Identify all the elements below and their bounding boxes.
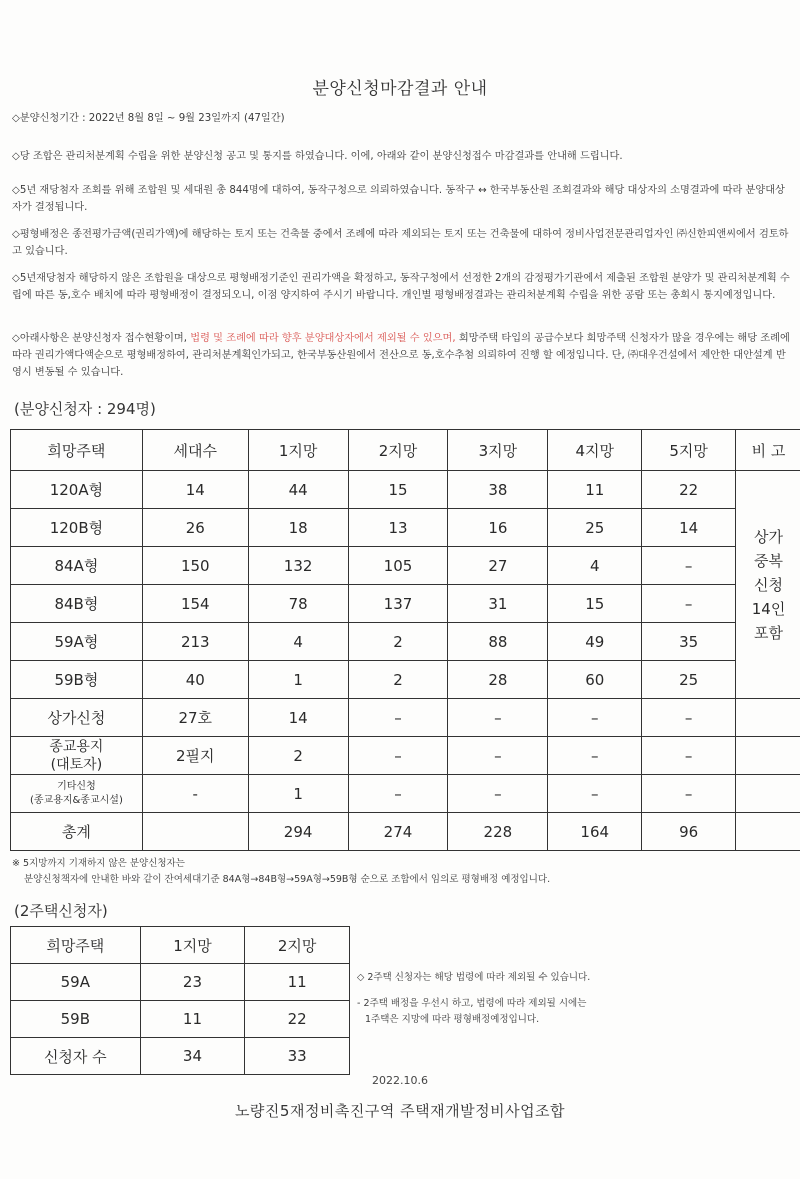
applications-table: [10, 429, 800, 851]
remarks-empty-cell: [736, 699, 800, 737]
footnote-line: 분양신청책자에 안내한 바와 같이 잔여세대기준 84A형→84B형→59A형→59B형 순으로 조합에서 임의로 평형배정 예정입니다.: [24, 874, 551, 885]
applicants-heading: (분양신청자 : 294명): [14, 400, 156, 418]
choice-cell: 27: [448, 547, 548, 585]
column-header: 3지망: [448, 430, 548, 471]
choice-cell: 88: [448, 623, 548, 661]
choice-cell: 16: [448, 509, 548, 547]
choice-cell: –: [548, 737, 642, 775]
table-header-row: [11, 430, 800, 471]
choice-cell: 31: [448, 585, 548, 623]
choice-cell: –: [548, 699, 642, 737]
organization-name: 노량진5재정비촉진구역 주택재개발정비사업조합: [234, 1102, 566, 1120]
housing-type-cell: [11, 737, 143, 775]
choice-cell: –: [642, 775, 736, 813]
table-row: [11, 585, 800, 623]
housing-type-cell: 84A형: [11, 547, 143, 585]
units-cell: 2필지: [142, 737, 248, 775]
units-cell: [142, 813, 248, 851]
choice-cell: 44: [248, 471, 348, 509]
choice-cell: 2: [248, 737, 348, 775]
column-header: 희망주택: [11, 927, 141, 964]
table-row: [11, 509, 800, 547]
housing-type-cell: 59B: [11, 1001, 141, 1038]
choice-cell: –: [448, 737, 548, 775]
choice-cell: 137: [348, 585, 448, 623]
two-house-note: ◇ 2주택 신청자는 해당 법령에 따라 제외될 수 있습니다.: [357, 972, 591, 983]
choice-cell: 13: [348, 509, 448, 547]
remarks-empty-cell: [736, 775, 800, 813]
choice-cell: 35: [642, 623, 736, 661]
notice-date: 2022.10.6: [372, 1074, 428, 1087]
choice-cell: 18: [248, 509, 348, 547]
housing-type-cell: 120A형: [11, 471, 143, 509]
choice-cell: 25: [548, 509, 642, 547]
remarks-cell: [736, 471, 800, 699]
table-row: [11, 737, 800, 775]
notice-paragraph-5: [12, 330, 792, 381]
note-line: 1주택은 지망에 따라 평형배정예정입니다.: [365, 1014, 540, 1025]
two-house-table: [10, 926, 350, 1075]
choice-cell: 15: [548, 585, 642, 623]
column-header: 희망주택: [11, 430, 143, 471]
column-header: 2지망: [245, 927, 350, 964]
units-cell: 150: [142, 547, 248, 585]
choice-cell: –: [642, 547, 736, 585]
table-row: [11, 471, 800, 509]
housing-type-label: 종교용지 (대토자): [49, 738, 104, 773]
housing-type-cell: 120B형: [11, 509, 143, 547]
choice-cell: 4: [248, 623, 348, 661]
housing-type-label: 기타신청 (종교용지&종교시설): [29, 780, 123, 806]
choice-cell: 4: [548, 547, 642, 585]
application-period: ◇분양신청기간 : 2022년 8월 8일 ~ 9월 23일까지 (47일간): [12, 113, 285, 124]
note-line: - 2주택 배정을 우선시 하고, 법령에 따라 제외될 시에는: [357, 998, 587, 1009]
housing-type-cell: 상가신청: [11, 699, 143, 737]
units-cell: 26: [142, 509, 248, 547]
choice-cell: –: [348, 775, 448, 813]
table-row: [11, 1001, 350, 1038]
table-row: [11, 547, 800, 585]
footnote: [12, 856, 550, 888]
notice-paragraph-4: ◇5년재당첨자 해당하지 않은 조합원을 대상으로 평형배정기준인 권리가액을 확정하고, 동작구청에서 선정한 2개의 감정평가기관에서 제출된 조합원 분양가 및 관리처분계획 수립에 따른 동,호수 배치에 따라 평형배정이 결정되오니, 이점 양지하여 주시기 바랍니다. 개인별 평형배정결과는 관리처분계획 수립을 위한 공람 또는 총회시 통지예정입니다.: [12, 273, 790, 301]
units-cell: 40: [142, 661, 248, 699]
page-title: 분양신청마감결과 안내: [312, 79, 488, 99]
choice-cell: –: [642, 737, 736, 775]
choice-cell: 28: [448, 661, 548, 699]
choice-cell: 14: [248, 699, 348, 737]
choice-cell: –: [642, 585, 736, 623]
notice-text: ◇아래사항은 분양신청자 접수현황이며,: [12, 333, 191, 344]
choice-cell: 2: [348, 623, 448, 661]
choice-cell: 14: [642, 509, 736, 547]
choice-cell: 274: [348, 813, 448, 851]
choice-cell: 11: [245, 964, 350, 1001]
choice-cell: 23: [140, 964, 245, 1001]
column-header: 4지망: [548, 430, 642, 471]
choice-cell: 96: [642, 813, 736, 851]
choice-cell: 11: [548, 471, 642, 509]
notice-paragraph-3: ◇평형배정은 종전평가금액(권리가액)에 해당하는 토지 또는 건축물 중에서 조례에 따라 제외되는 토지 또는 건축물에 대하여 정비사업전문관리업자인 ㈜신한피앤씨에서 검토하고 있습니다.: [12, 229, 789, 257]
column-header: 1지망: [248, 430, 348, 471]
column-header: 1지망: [140, 927, 245, 964]
choice-cell: 1: [248, 775, 348, 813]
units-cell: 213: [142, 623, 248, 661]
choice-cell: –: [348, 699, 448, 737]
choice-cell: 22: [642, 471, 736, 509]
choice-cell: 105: [348, 547, 448, 585]
choice-cell: 38: [448, 471, 548, 509]
housing-type-cell: 신청자 수: [11, 1038, 141, 1075]
housing-type-cell: [11, 775, 143, 813]
choice-cell: 34: [140, 1038, 245, 1075]
remarks-text: 상가 중복 신청 14인 포함: [751, 527, 786, 642]
column-header: 5지망: [642, 430, 736, 471]
choice-cell: 60: [548, 661, 642, 699]
two-house-detail: [357, 996, 586, 1028]
remarks-empty-cell: [736, 737, 800, 775]
housing-type-cell: 59A: [11, 964, 141, 1001]
footnote-line: ※ 5지망까지 기재하지 않은 분양신청자는: [12, 858, 185, 869]
table-total-row: [11, 1038, 350, 1075]
choice-cell: –: [448, 699, 548, 737]
table-row: [11, 661, 800, 699]
units-cell: 154: [142, 585, 248, 623]
notice-paragraph-1: ◇당 조합은 관리처분계획 수립을 위한 분양신청 공고 및 통지를 하였습니다. 이에, 아래와 같이 분양신청접수 마감결과를 안내해 드립니다.: [12, 151, 623, 162]
housing-type-cell: 59A형: [11, 623, 143, 661]
choice-cell: 228: [448, 813, 548, 851]
choice-cell: 49: [548, 623, 642, 661]
choice-cell: 294: [248, 813, 348, 851]
choice-cell: 132: [248, 547, 348, 585]
choice-cell: 164: [548, 813, 642, 851]
choice-cell: 78: [248, 585, 348, 623]
choice-cell: 25: [642, 661, 736, 699]
units-cell: 14: [142, 471, 248, 509]
choice-cell: 11: [140, 1001, 245, 1038]
table-row: [11, 623, 800, 661]
table-header-row: [11, 927, 350, 964]
units-cell: -: [142, 775, 248, 813]
column-header: 비 고: [736, 430, 800, 471]
choice-cell: –: [348, 737, 448, 775]
choice-cell: –: [448, 775, 548, 813]
remarks-empty-cell: [736, 813, 800, 851]
table-row: [11, 699, 800, 737]
choice-cell: 33: [245, 1038, 350, 1075]
housing-type-cell: 총계: [11, 813, 143, 851]
warning-text: 법령 및 조례에 따라 향후 분양대상자에서 제외될 수 있으며,: [190, 333, 456, 344]
housing-type-cell: 59B형: [11, 661, 143, 699]
column-header: 세대수: [142, 430, 248, 471]
choice-cell: 22: [245, 1001, 350, 1038]
notice-paragraph-2: ◇5년 재당첨자 조회를 위해 조합원 및 세대원 총 844명에 대하여, 동작구청으로 의뢰하였습니다. 동작구 ↔ 한국부동산원 조회결과와 해당 대상자의 소명결과에 따라 분양대상자가 결정됩니다.: [12, 185, 785, 213]
table-row: [11, 964, 350, 1001]
table-total-row: [11, 813, 800, 851]
choice-cell: –: [642, 699, 736, 737]
housing-type-cell: 84B형: [11, 585, 143, 623]
table-row: [11, 775, 800, 813]
notice-text: 희망주택 타입의 공급수보다 희망주택 신청자가 많을 경우에는 해당 조례에 따라 권리가액다액순으로 평형배정하여, 관리처분계획인가되고, 한국부동산원에서 전산으로 동,호수추첨 의뢰하여 진행 할 예정입니다. 단, ㈜대우건설에서 제안한 대안설계 반영시 변동될 수 있습니다.: [12, 333, 790, 378]
two-house-heading: (2주택신청자): [14, 902, 108, 920]
choice-cell: –: [548, 775, 642, 813]
choice-cell: 2: [348, 661, 448, 699]
choice-cell: 15: [348, 471, 448, 509]
choice-cell: 1: [248, 661, 348, 699]
column-header: 2지망: [348, 430, 448, 471]
units-cell: 27호: [142, 699, 248, 737]
